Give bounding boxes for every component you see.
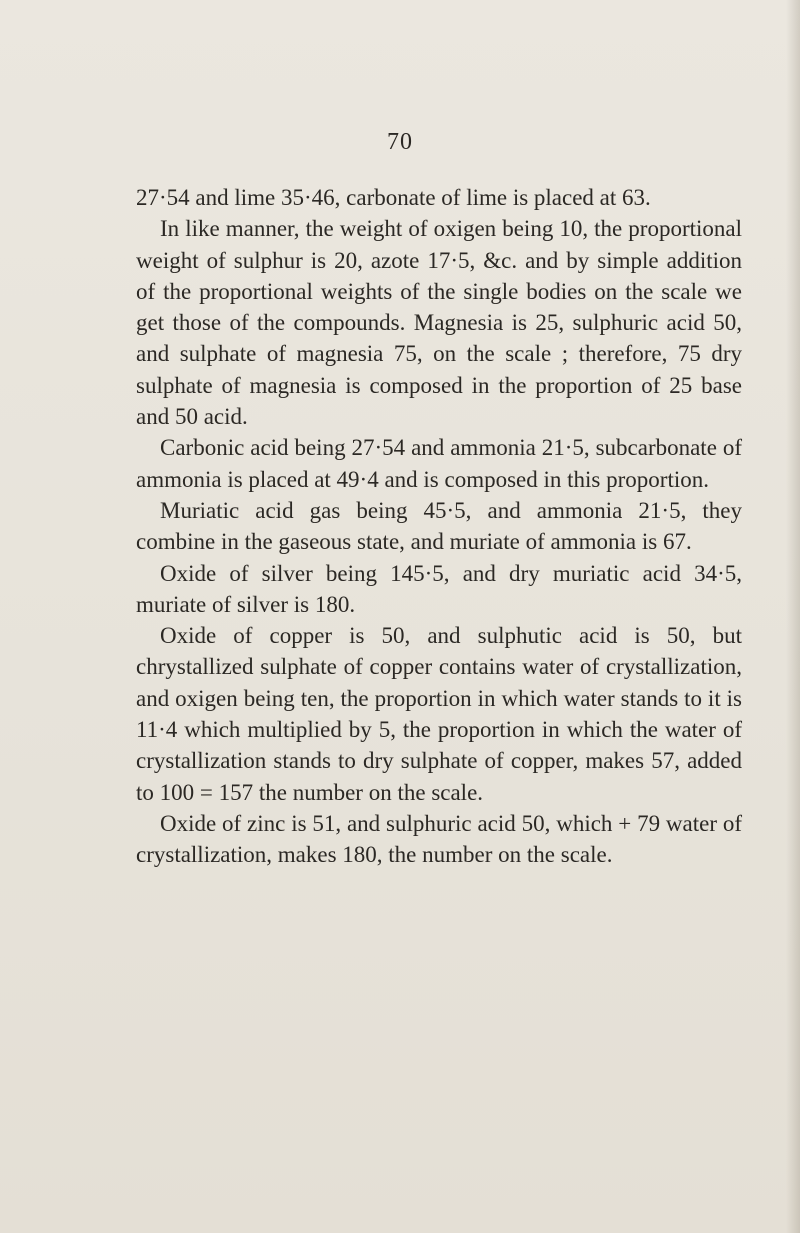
paragraph-oxide-of-silver: Oxide of silver being 145·5, and dry muriatic acid 34·5, muriate of silver is 180. xyxy=(136,560,742,617)
page-edge-shadow xyxy=(786,0,800,1233)
paragraph-oxide-of-zinc: Oxide of zinc is 51, and sulphuric acid 50, which + 79 water of crystallization, makes 180, the number on the scale. xyxy=(136,810,742,868)
paragraph-carbonic-acid: Carbonic acid being 27·54 and ammonia 21·5, subcarbonate of ammonia is placed at 49·4 and is composed in this proportion. xyxy=(136,435,742,492)
paragraph-oxide-of-copper: Oxide of copper is 50, and sulphutic acid is 50, but chrystallized sulphate of copper contains water of crystallization, and oxigen being ten, the proportion in which water stands to it is 11·4 which multiplied by 5, the proportion in which the water of crystallization stands to dry sulphate of copper, makes 57, added to 100 = 157 the number on the scale. xyxy=(136,623,742,805)
paragraph-continuation: 27·54 and lime 35·46, carbonate of lime is placed at 63. xyxy=(136,185,651,210)
page-number: 70 xyxy=(387,129,413,155)
body-text xyxy=(136,182,742,871)
paragraph-muriatic-acid: Muriatic acid gas being 45·5, and ammonia 21·5, they combine in the gaseous state, and muriate of ammonia is 67. xyxy=(136,497,742,555)
paragraph-proportional-weights: In like manner, the weight of oxigen being 10, the proportional weight of sulphur is 20, azote 17·5, &c. and by simple addition of the proportional weights of the single bodies on the scale we get those of the compounds. Magnesia is 25, sulphuric acid 50, and sulphate of magnesia 75, on the scale ; therefore, 75 dry sulphate of magnesia is composed in the proportion of 25 base and 50 acid. xyxy=(136,216,742,430)
